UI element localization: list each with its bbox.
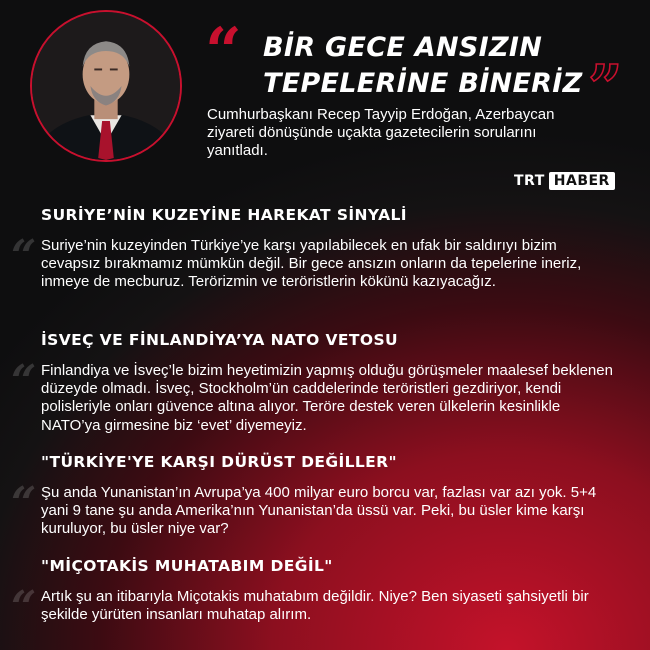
headline: [263, 30, 593, 102]
section-title: "MİÇOTAKİS MUHATABIM DEĞİL": [41, 557, 333, 575]
section-body: Suriye’nin kuzeyinden Türkiye’ye karşı yapılabilecek en ufak bir saldırıyı bizim cevapsız bırakmamız mümkün değil. Bir gece ansızın onların da tepelerine ineriz, inmeye de mecburuz. Terörizmin ve teröristlerin kökünü kazıyacağız.: [41, 237, 582, 291]
portrait-photo: [30, 10, 182, 162]
photo-caption: Cumhurbaşkanı Recep Tayyip Erdoğan, Azerbaycan ziyareti dönüşünde uçakta gazetecilerin sorularını yanıtladı.: [207, 106, 555, 159]
trt-haber-logo: [514, 171, 615, 191]
section-mitsotakis: [11, 556, 619, 633]
quote-mark-icon: “: [11, 478, 37, 529]
logo-haber: HABER: [549, 172, 615, 190]
quote-mark-icon: “: [11, 356, 37, 407]
section-not-honest: [11, 452, 619, 539]
section-body: Finlandiya ve İsveç’le bizim heyetimizin yapmış olduğu görüşmeler maalesef beklenen düzeyde olmadı. İsveç, Stockholm’ün caddelerinde teröristleri gezdiriyor, kendi polisleriyle onları güvence altına alıyor. Teröre destek veren ülkelerin kesinlikle NATO’ya girmesine biz ‘evet’ diyemeyiz.: [41, 362, 613, 434]
section-nato-veto: [11, 330, 619, 435]
headline-line-2: TEPELERİNE BİNERİZ: [263, 68, 583, 99]
section-title: İSVEÇ VE FİNLANDİYA’YA NATO VETOSU: [41, 331, 398, 349]
headline-line-1: BİR GECE ANSIZIN: [263, 32, 543, 63]
section-body: Şu anda Yunanistan’ın Avrupa’ya 400 milyar euro borcu var, fazlası var azı yok. 5+4 yani 9 tane şu anda Amerika’nın Yunanistan’da üssü var. Peki, bu üsler kime karşı kuruluyor, bu üsler niye var?: [41, 484, 597, 538]
section-syria: [11, 205, 619, 292]
quote-mark-icon: “: [11, 231, 37, 282]
quote-close-icon: ”: [588, 53, 623, 123]
person-silhouette-icon: [32, 12, 180, 160]
logo-trt: TRT: [514, 173, 545, 189]
quote-open-icon: “: [205, 14, 242, 89]
section-title: "TÜRKİYE'YE KARŞI DÜRÜST DEĞİLLER": [41, 453, 397, 471]
quote-mark-icon: “: [11, 582, 37, 633]
section-title: SURİYE’NİN KUZEYİNE HAREKAT SİNYALİ: [41, 206, 407, 224]
section-body: Artık şu an itibarıyla Miçotakis muhatabım değildir. Niye? Ben siyaseti şahsiyetli bir şekilde yürüten insanları muhatap alırım.: [41, 588, 589, 624]
